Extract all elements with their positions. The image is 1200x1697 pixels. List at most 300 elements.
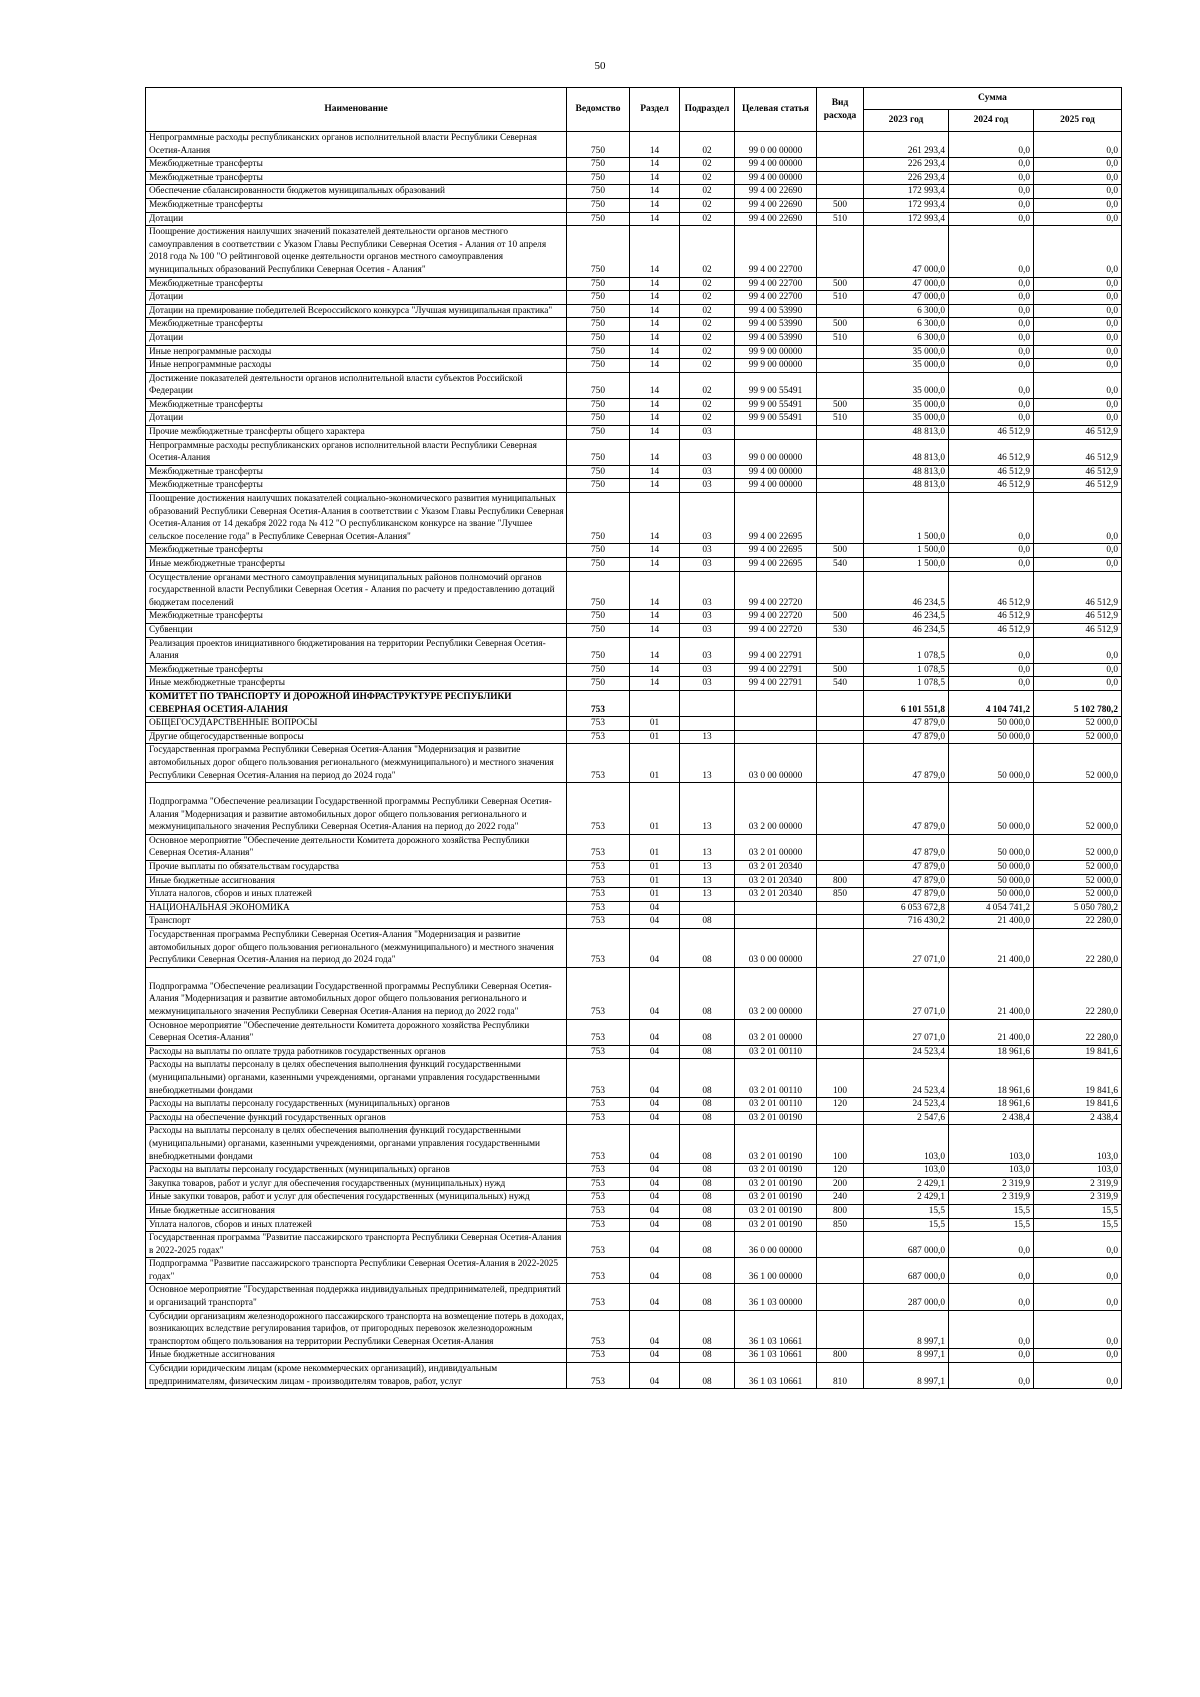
table-row [146,185,1122,199]
row-sum-2023: 172 993,4 [864,212,949,226]
row-kind: 500 [817,398,864,412]
row-subsection: 08 [680,1349,735,1363]
row-name: НАЦИОНАЛЬНАЯ ЭКОНОМИКА [146,901,567,915]
table-row [146,158,1122,172]
row-sum-2025: 52 000,0 [1034,744,1122,783]
row-subsection: 13 [680,834,735,860]
row-name: Прочие выплаты по обязательствам государства [146,861,567,875]
row-dept: 750 [567,212,630,226]
row-sum-2024: 21 400,0 [949,1019,1034,1045]
row-target: 99 0 00 00000 [735,439,817,465]
row-section: 04 [630,929,680,968]
row-section: 14 [630,226,680,277]
row-sum-2024: 0,0 [949,558,1034,572]
row-sum-2025: 0,0 [1034,359,1122,373]
row-section: 14 [630,610,680,624]
table-row [146,610,1122,624]
row-sum-2024: 103,0 [949,1164,1034,1178]
row-kind [817,479,864,493]
row-target: 99 9 00 55491 [735,412,817,426]
row-kind [817,901,864,915]
row-sum-2024: 0,0 [949,1258,1034,1284]
row-subsection: 08 [680,1284,735,1310]
row-kind: 100 [817,1059,864,1098]
row-sum-2025: 52 000,0 [1034,717,1122,731]
table-row [146,967,1122,1019]
row-name: Иные непрограммные расходы [146,345,567,359]
row-section: 01 [630,783,680,835]
row-section: 04 [630,1284,680,1310]
row-sum-2023: 27 071,0 [864,1019,949,1045]
row-section: 04 [630,1349,680,1363]
row-name: Прочие межбюджетные трансферты общего характера [146,426,567,440]
table-row [146,439,1122,465]
row-section: 04 [630,915,680,929]
row-kind: 500 [817,277,864,291]
row-target: 03 0 00 00000 [735,929,817,968]
row-section: 04 [630,1045,680,1059]
row-target: 03 2 01 00110 [735,1045,817,1059]
row-sum-2024: 50 000,0 [949,783,1034,835]
row-dept: 750 [567,544,630,558]
row-kind: 200 [817,1177,864,1191]
table-row [146,1164,1122,1178]
table-row [146,426,1122,440]
table-row [146,359,1122,373]
row-target: 99 9 00 00000 [735,359,817,373]
row-dept: 753 [567,1204,630,1218]
row-section: 14 [630,185,680,199]
row-kind [817,929,864,968]
row-name: ОБЩЕГОСУДАРСТВЕННЫЕ ВОПРОСЫ [146,717,567,731]
row-sum-2025: 2 319,9 [1034,1191,1122,1205]
row-dept: 750 [567,677,630,691]
row-sum-2024: 21 400,0 [949,915,1034,929]
table-row [146,558,1122,572]
row-dept: 750 [567,623,630,637]
row-section: 01 [630,717,680,731]
row-dept: 753 [567,1111,630,1125]
row-kind: 800 [817,1349,864,1363]
row-kind: 120 [817,1098,864,1112]
row-sum-2024: 0,0 [949,1310,1034,1349]
row-name: Основное мероприятие "Государственная поддержка индивидуальных предпринимателей, предприятий и организаций транспорта" [146,1284,567,1310]
row-sum-2025: 0,0 [1034,291,1122,305]
row-dept: 750 [567,132,630,158]
table-row [146,1111,1122,1125]
row-kind: 500 [817,318,864,332]
row-sum-2024: 46 512,9 [949,479,1034,493]
table-row [146,345,1122,359]
row-dept: 753 [567,1232,630,1258]
row-sum-2025: 0,0 [1034,1349,1122,1363]
row-kind [817,1019,864,1045]
row-kind [817,226,864,277]
row-dept: 750 [567,304,630,318]
row-dept: 753 [567,915,630,929]
row-subsection: 02 [680,226,735,277]
row-kind [817,439,864,465]
row-sum-2024: 0,0 [949,212,1034,226]
row-sum-2023: 6 300,0 [864,318,949,332]
row-sum-2023: 47 000,0 [864,277,949,291]
row-section: 04 [630,1019,680,1045]
row-dept: 750 [567,331,630,345]
row-dept: 750 [567,158,630,172]
row-section: 04 [630,1164,680,1178]
row-subsection: 08 [680,1164,735,1178]
row-sum-2023: 8 997,1 [864,1310,949,1349]
row-subsection: 08 [680,1363,735,1389]
table-row [146,479,1122,493]
row-sum-2024: 0,0 [949,1363,1034,1389]
table-row [146,874,1122,888]
row-sum-2024: 0,0 [949,158,1034,172]
row-target [735,717,817,731]
row-sum-2025: 0,0 [1034,1310,1122,1349]
row-subsection: 08 [680,1059,735,1098]
row-dept: 753 [567,1310,630,1349]
row-sum-2025: 46 512,9 [1034,479,1122,493]
row-name: Иные межбюджетные трансферты [146,558,567,572]
header-section: Раздел [630,88,680,132]
row-sum-2024: 0,0 [949,412,1034,426]
row-dept: 753 [567,861,630,875]
table-row [146,412,1122,426]
row-kind [817,304,864,318]
row-sum-2025: 0,0 [1034,212,1122,226]
row-sum-2023: 8 997,1 [864,1349,949,1363]
row-sum-2024: 0,0 [949,171,1034,185]
row-kind: 540 [817,677,864,691]
row-sum-2023: 15,5 [864,1204,949,1218]
row-sum-2023: 24 523,4 [864,1098,949,1112]
header-2023: 2023 год [864,110,949,132]
row-sum-2024: 50 000,0 [949,834,1034,860]
row-sum-2023: 48 813,0 [864,439,949,465]
row-name: Субсидии юридическим лицам (кроме некоммерческих организаций), индивидуальным предпринимателям, физическим лицам - производителям товаров, работ, услуг [146,1363,567,1389]
row-section: 04 [630,1258,680,1284]
row-dept: 750 [567,558,630,572]
row-section: 14 [630,493,680,544]
row-name: Основное мероприятие "Обеспечение деятельности Комитета дорожного хозяйства Республики Северная Осетия-Алания" [146,1019,567,1045]
table-row [146,212,1122,226]
header-sum: Сумма [864,88,1122,110]
row-target: 99 4 00 22690 [735,198,817,212]
row-target: 99 4 00 53990 [735,318,817,332]
table-row [146,744,1122,783]
row-target: 03 2 01 00190 [735,1125,817,1164]
header-kind: Вид расхода [817,88,864,132]
row-sum-2023: 103,0 [864,1164,949,1178]
row-section: 04 [630,1218,680,1232]
row-section: 01 [630,834,680,860]
table-row [146,132,1122,158]
row-kind [817,493,864,544]
row-target: 99 4 00 22690 [735,212,817,226]
row-kind [817,426,864,440]
row-kind [817,1045,864,1059]
row-sum-2025: 0,0 [1034,398,1122,412]
row-subsection: 08 [680,1310,735,1349]
row-section: 04 [630,901,680,915]
row-sum-2023: 6 300,0 [864,304,949,318]
row-name: Межбюджетные трансферты [146,663,567,677]
row-sum-2024: 2 319,9 [949,1177,1034,1191]
row-name: КОМИТЕТ ПО ТРАНСПОРТУ И ДОРОЖНОЙ ИНФРАСТРУКТУРЕ РЕСПУБЛИКИ СЕВЕРНАЯ ОСЕТИЯ-АЛАНИЯ [146,690,567,716]
row-subsection: 02 [680,132,735,158]
row-subsection: 03 [680,610,735,624]
row-sum-2023: 1 078,5 [864,637,949,663]
row-name: Межбюджетные трансферты [146,610,567,624]
row-sum-2024: 50 000,0 [949,861,1034,875]
row-subsection: 08 [680,1177,735,1191]
row-name: Иные непрограммные расходы [146,359,567,373]
row-kind [817,1310,864,1349]
row-kind [817,171,864,185]
row-section: 14 [630,479,680,493]
row-sum-2025: 0,0 [1034,372,1122,398]
row-name: Межбюджетные трансферты [146,277,567,291]
row-subsection: 08 [680,1111,735,1125]
row-sum-2024: 2 438,4 [949,1111,1034,1125]
row-kind [817,345,864,359]
row-kind: 500 [817,610,864,624]
row-kind: 810 [817,1363,864,1389]
row-name: Дотации [146,212,567,226]
table-row [146,544,1122,558]
header-subsection: Подраздел [680,88,735,132]
row-sum-2025: 22 280,0 [1034,967,1122,1019]
row-sum-2023: 47 879,0 [864,744,949,783]
row-target [735,915,817,929]
row-target: 99 4 00 22700 [735,277,817,291]
table-row [146,1310,1122,1349]
table-row [146,1045,1122,1059]
row-dept: 753 [567,834,630,860]
row-sum-2025: 0,0 [1034,185,1122,199]
row-subsection: 02 [680,291,735,305]
row-target: 99 4 00 22700 [735,226,817,277]
row-target: 03 2 01 20340 [735,888,817,902]
row-sum-2025: 52 000,0 [1034,874,1122,888]
row-sum-2025: 19 841,6 [1034,1098,1122,1112]
table-row [146,929,1122,968]
row-section: 04 [630,1363,680,1389]
row-subsection: 03 [680,479,735,493]
row-section: 14 [630,663,680,677]
row-sum-2024: 46 512,9 [949,571,1034,610]
row-target: 03 2 01 00190 [735,1111,817,1125]
row-name: Межбюджетные трансферты [146,544,567,558]
row-name: Иные закупки товаров, работ и услуг для обеспечения государственных (муниципальных) нужд [146,1191,567,1205]
row-target: 03 2 01 00190 [735,1191,817,1205]
row-target: 99 4 00 00000 [735,465,817,479]
row-kind [817,372,864,398]
row-section: 14 [630,158,680,172]
row-kind: 510 [817,412,864,426]
row-section: 14 [630,318,680,332]
row-target: 03 2 01 00190 [735,1177,817,1191]
table-row [146,915,1122,929]
row-sum-2025: 22 280,0 [1034,929,1122,968]
row-sum-2024: 0,0 [949,1284,1034,1310]
table-row [146,717,1122,731]
row-dept: 753 [567,874,630,888]
table-row [146,171,1122,185]
row-dept: 753 [567,1363,630,1389]
row-sum-2025: 0,0 [1034,663,1122,677]
row-sum-2024: 18 961,6 [949,1059,1034,1098]
row-name: Межбюджетные трансферты [146,198,567,212]
row-target [735,901,817,915]
row-sum-2023: 35 000,0 [864,412,949,426]
row-name: Государственная программа "Развитие пассажирского транспорта Республики Северная Осетия-Алания в 2022-2025 годах" [146,1232,567,1258]
row-sum-2025: 46 512,9 [1034,623,1122,637]
row-dept: 750 [567,412,630,426]
row-sum-2024: 0,0 [949,493,1034,544]
row-kind: 530 [817,623,864,637]
row-sum-2025: 0,0 [1034,318,1122,332]
table-row [146,318,1122,332]
row-section: 04 [630,967,680,1019]
row-target: 99 4 00 22695 [735,493,817,544]
row-sum-2024: 46 512,9 [949,439,1034,465]
row-name: Поощрение достижения наилучших показателей социально-экономического развития муниципальных образований Республики Северная Осетия-Алания в соответствии с Указом Главы Республики Северная Осетия-Алания от 14 декабря 2022 года № 412 "О республиканском конкурсе на звание "Лучшее сельское поселение года" в Республике Северная Осетия-Алания" [146,493,567,544]
row-sum-2023: 35 000,0 [864,372,949,398]
row-name: Государственная программа Республики Северная Осетия-Алания "Модернизация и развитие автомобильных дорог общего пользования регионального (межмуниципального) и местного значения Республики Северная Осетия-Алания на период до 2024 года" [146,744,567,783]
row-name: Дотации [146,331,567,345]
row-subsection: 08 [680,1218,735,1232]
row-sum-2023: 1 078,5 [864,663,949,677]
row-target [735,426,817,440]
table-row [146,226,1122,277]
table-row [146,1098,1122,1112]
row-sum-2025: 15,5 [1034,1204,1122,1218]
row-sum-2024: 50 000,0 [949,730,1034,744]
row-sum-2023: 172 993,4 [864,185,949,199]
row-sum-2025: 0,0 [1034,345,1122,359]
row-sum-2024: 50 000,0 [949,744,1034,783]
row-dept: 753 [567,888,630,902]
row-sum-2023: 687 000,0 [864,1258,949,1284]
row-section: 14 [630,277,680,291]
row-section: 14 [630,465,680,479]
row-name: Дотации [146,412,567,426]
row-sum-2024: 15,5 [949,1204,1034,1218]
row-sum-2023: 46 234,5 [864,610,949,624]
row-sum-2025: 0,0 [1034,304,1122,318]
row-target: 36 0 00 00000 [735,1232,817,1258]
row-dept: 750 [567,439,630,465]
row-dept: 753 [567,1098,630,1112]
row-dept: 753 [567,967,630,1019]
row-target: 03 2 01 00000 [735,1019,817,1045]
row-sum-2025: 0,0 [1034,1258,1122,1284]
row-sum-2025: 46 512,9 [1034,571,1122,610]
row-sum-2023: 27 071,0 [864,967,949,1019]
row-kind [817,132,864,158]
row-sum-2024: 50 000,0 [949,874,1034,888]
row-kind [817,571,864,610]
row-dept: 753 [567,1059,630,1098]
row-kind [817,915,864,929]
row-name: Дотации на премирование победителей Всероссийского конкурса "Лучшая муниципальная практика" [146,304,567,318]
row-dept: 750 [567,610,630,624]
row-sum-2023: 226 293,4 [864,158,949,172]
row-subsection: 08 [680,1098,735,1112]
row-sum-2025: 0,0 [1034,677,1122,691]
row-sum-2023: 24 523,4 [864,1045,949,1059]
row-sum-2025: 2 438,4 [1034,1111,1122,1125]
row-subsection: 13 [680,888,735,902]
row-kind [817,359,864,373]
row-subsection: 02 [680,331,735,345]
row-kind [817,861,864,875]
row-kind [817,1232,864,1258]
row-dept: 750 [567,493,630,544]
row-section: 14 [630,345,680,359]
table-row [146,1363,1122,1389]
row-kind [817,158,864,172]
row-dept: 753 [567,1177,630,1191]
row-sum-2025: 0,0 [1034,558,1122,572]
row-target: 03 2 01 00190 [735,1218,817,1232]
row-kind: 500 [817,198,864,212]
row-name: Расходы на выплаты персоналу в целях обеспечения выполнения функций государственными (муниципальными) органами, казенными учреждениями, органами управления государственными внебюджетными фондами [146,1125,567,1164]
row-target: 03 2 00 00000 [735,783,817,835]
row-kind: 500 [817,663,864,677]
row-sum-2023: 46 234,5 [864,623,949,637]
row-target: 03 2 01 00190 [735,1204,817,1218]
row-sum-2025: 0,0 [1034,1363,1122,1389]
row-sum-2025: 0,0 [1034,493,1122,544]
row-section: 14 [630,426,680,440]
row-sum-2024: 2 319,9 [949,1191,1034,1205]
row-name: Государственная программа Республики Северная Осетия-Алания "Модернизация и развитие автомобильных дорог общего пользования регионального (межмуниципального) и местного значения Республики Северная Осетия-Алания на период до 2024 года" [146,929,567,968]
row-dept: 753 [567,929,630,968]
row-sum-2025: 0,0 [1034,544,1122,558]
row-subsection: 03 [680,544,735,558]
row-sum-2025: 2 319,9 [1034,1177,1122,1191]
table-row [146,677,1122,691]
row-dept: 750 [567,185,630,199]
row-sum-2024: 46 512,9 [949,465,1034,479]
row-sum-2024: 21 400,0 [949,967,1034,1019]
row-name: Осуществление органами местного самоуправления муниципальных районов полномочий органов государственной власти Республики Северная Осетия - Алания по расчету и предоставлению дотаций бюджетам поселений [146,571,567,610]
row-dept: 753 [567,1258,630,1284]
row-kind: 240 [817,1191,864,1205]
row-target: 99 4 00 53990 [735,331,817,345]
row-target: 36 1 03 00000 [735,1284,817,1310]
row-dept: 753 [567,1284,630,1310]
row-kind: 510 [817,291,864,305]
row-section: 04 [630,1310,680,1349]
row-name: Непрограммные расходы республиканских органов исполнительной власти Республики Северная Осетия-Алания [146,439,567,465]
row-section: 04 [630,1059,680,1098]
row-name: Расходы на выплаты по оплате труда работников государственных органов [146,1045,567,1059]
row-sum-2024: 0,0 [949,663,1034,677]
table-row [146,1349,1122,1363]
row-sum-2025: 46 512,9 [1034,610,1122,624]
row-section [630,690,680,716]
row-section: 14 [630,132,680,158]
row-sum-2025: 46 512,9 [1034,426,1122,440]
table-row [146,1059,1122,1098]
row-sum-2023: 47 879,0 [864,834,949,860]
row-sum-2023: 6 300,0 [864,331,949,345]
row-target: 36 1 03 10661 [735,1310,817,1349]
